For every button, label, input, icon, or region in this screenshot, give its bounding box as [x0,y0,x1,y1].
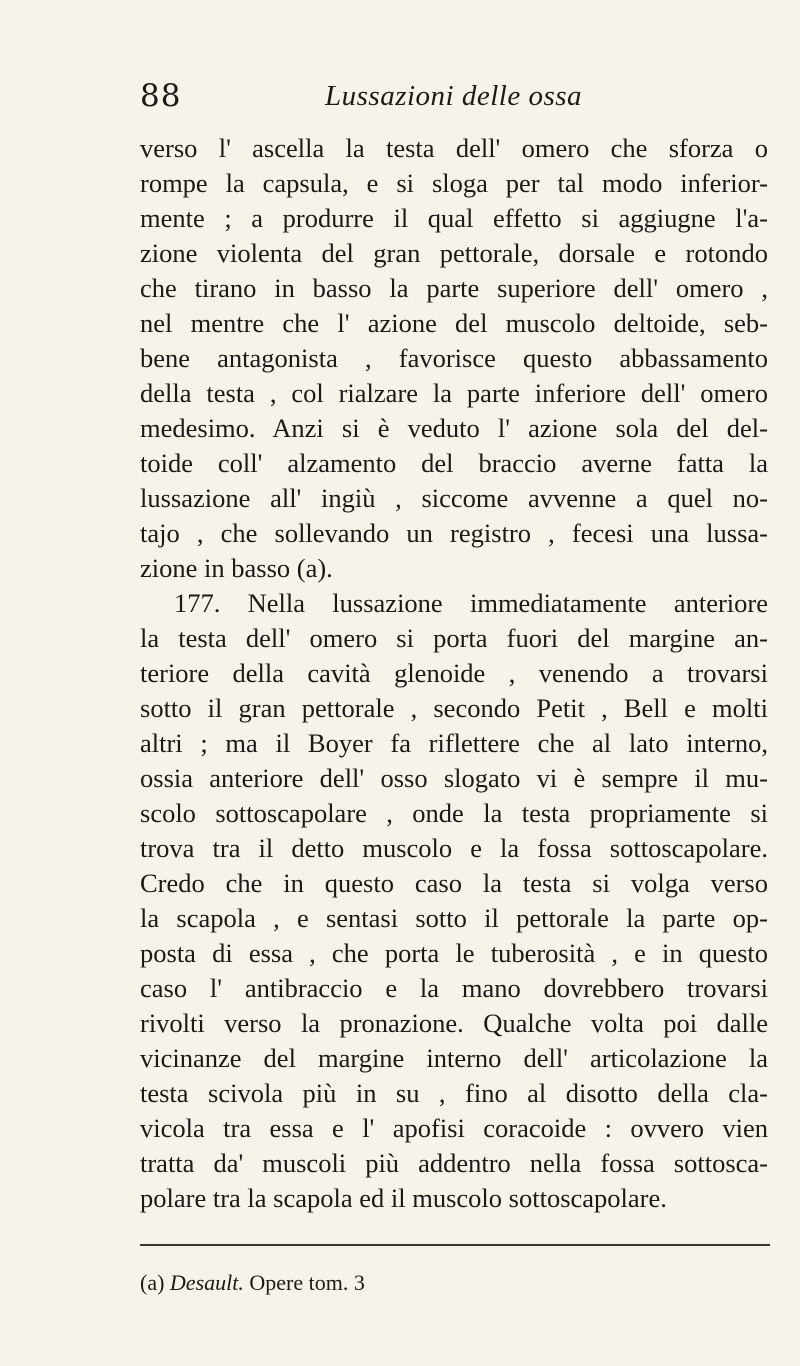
text-line: posta di essa , che porta le tuberosità , e in questo [140,938,768,968]
footnote [140,1270,365,1296]
text-line: caso l' antibraccio e la mano dovrebbero trovarsi [140,973,768,1003]
running-head: Lussazioni delle ossa [325,80,583,112]
text-line: mente ; a produrre il qual effetto si aggiugne l'a- [140,203,768,233]
text-line: scolo sottoscapolare , onde la testa propriamente si [140,798,768,828]
page-number: 88 [140,78,182,114]
text-line: lussazione all' ingiù , siccome avvenne a quel no- [140,483,768,513]
text-line: che tirano in basso la parte superiore dell' omero , [140,273,768,303]
text-line: polare tra la scapola ed il muscolo sottoscapolare. [140,1183,667,1213]
page-header [140,78,780,118]
text-line: nel mentre che l' azione del muscolo deltoide, seb- [140,308,768,338]
text-line: medesimo. Anzi si è veduto l' azione sola del del- [140,413,768,443]
text-line: della testa , col rialzare la parte inferiore dell' omero [140,378,768,408]
footnote-reference: Opere tom. 3 [249,1270,365,1295]
text-line: tratta da' muscoli più addentro nella fossa sottosca- [140,1148,768,1178]
text-line: zione violenta del gran pettorale, dorsale e rotondo [140,238,768,268]
text-line: la testa dell' omero si porta fuori del margine an- [140,623,768,653]
text-line: verso l' ascella la testa dell' omero che sforza o [140,133,768,163]
text-line: vicola tra essa e l' apofisi coracoide : ovvero vien [140,1113,768,1143]
text-line: teriore della cavità glenoide , venendo a trovarsi [140,658,768,688]
footnote-marker: (a) [140,1270,165,1295]
text-line: tajo , che sollevando un registro , fecesi una lussa- [140,518,768,548]
text-line: bene antagonista , favorisce questo abbassamento [140,343,768,373]
text-line: rivolti verso la pronazione. Qualche volta poi dalle [140,1008,768,1038]
text-line: testa scivola più in su , fino al disotto della cla- [140,1078,768,1108]
body-text [140,131,768,1216]
text-line: la scapola , e sentasi sotto il pettorale la parte op- [140,903,768,933]
text-line: zione in basso (a). [140,553,333,583]
text-line: altri ; ma il Boyer fa riflettere che al lato interno, [140,728,768,758]
footnote-author: Desault. [169,1270,244,1295]
text-line: Credo che in questo caso la testa si volga verso [140,868,768,898]
text-line: vicinanze del margine interno dell' articolazione la [140,1043,768,1073]
text-line: toide coll' alzamento del braccio averne fatta la [140,448,768,478]
footnote-divider [140,1244,770,1246]
text-line: rompe la capsula, e si sloga per tal modo inferior- [140,168,768,198]
section-start-line: 177. Nella lussazione immediatamente anteriore [174,588,768,618]
text-line: trova tra il detto muscolo e la fossa sottoscapolare. [140,833,768,863]
text-line: sotto il gran pettorale , secondo Petit , Bell e molti [140,693,768,723]
text-line: ossia anteriore dell' osso slogato vi è sempre il mu- [140,763,768,793]
